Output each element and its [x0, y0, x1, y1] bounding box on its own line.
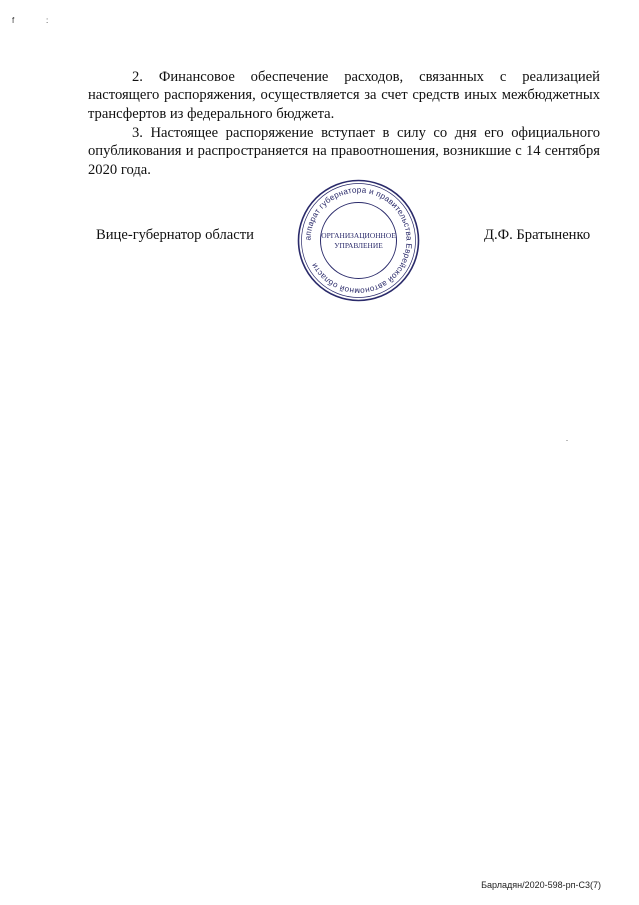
document-code: Барладян/2020-598-рп-С3(7): [481, 880, 601, 890]
scan-mark-left: f: [12, 16, 15, 25]
seal-center-line-1: ОРГАНИЗАЦИОННОЕ: [321, 231, 396, 240]
official-seal: [296, 178, 421, 303]
signatory-name: Д.Ф. Братыненко: [484, 227, 591, 243]
paragraph-financing: 2. Финансовое обеспечение расходов, связанных с реализацией настоящего распоряжения, осуществляется за счет средств иных межбюджетных трансфертов из федерального бюджета.: [88, 69, 600, 122]
scan-dot: [566, 440, 568, 441]
seal-center-line-2: УПРАВЛЕНИЕ: [334, 241, 383, 250]
paragraph-effective-date: 3. Настоящее распоряжение вступает в силу со дня его официального опубликования и распространяется на правоотношения, возникшие с 14 сентября 2020 года.: [88, 125, 600, 178]
scan-mark-right: :: [46, 16, 49, 25]
signatory-position: Вице-губернатор области: [96, 227, 254, 243]
seal-ring-text: аппарат губернатора и правительства Еврейской автономной области: [303, 185, 414, 296]
